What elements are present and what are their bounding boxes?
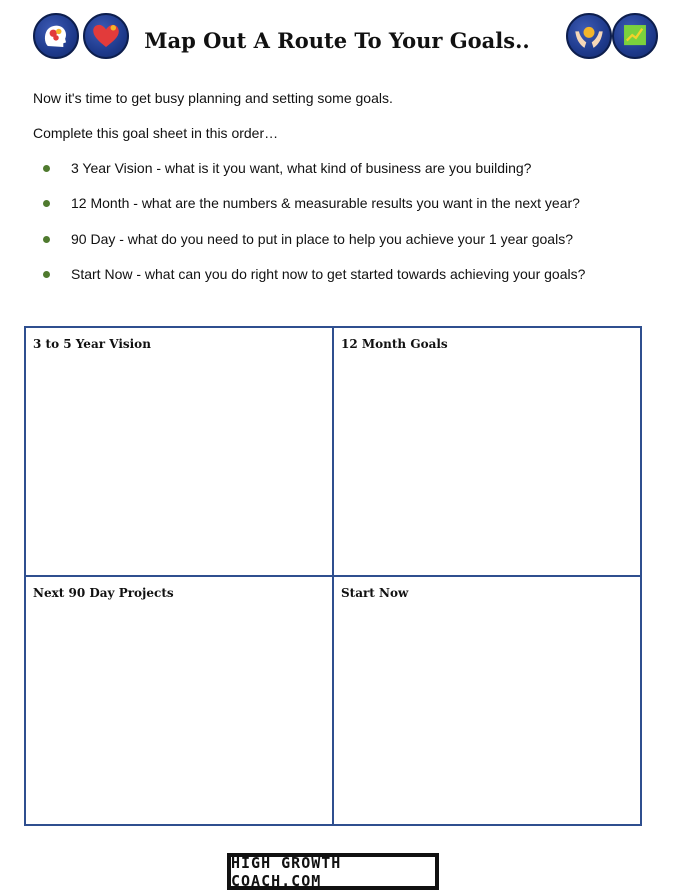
page-title: Map Out A Route To Your Goals.. xyxy=(144,28,530,53)
goal-grid xyxy=(24,326,642,826)
list-item xyxy=(40,158,585,193)
bullet-icon xyxy=(43,200,50,207)
start-now-box[interactable] xyxy=(334,577,642,826)
footer-logo xyxy=(227,853,439,890)
list-item xyxy=(40,193,585,228)
logo-text: HIGH GROWTH COACH.COM xyxy=(231,853,342,890)
vision-label: 3 to 5 Year Vision xyxy=(33,337,151,351)
ninety-day-box[interactable] xyxy=(26,577,334,826)
hands-coin-icon xyxy=(566,13,612,59)
steps-list xyxy=(40,158,585,299)
step-text: 12 Month - what are the numbers & measurable results you want in the next year? xyxy=(71,195,580,212)
start-now-label: Start Now xyxy=(341,586,409,600)
bullet-icon xyxy=(43,236,50,243)
vision-box[interactable] xyxy=(26,328,334,577)
month-goals-box[interactable] xyxy=(334,328,642,577)
bullet-icon xyxy=(43,165,50,172)
list-item xyxy=(40,229,585,264)
step-text: 90 Day - what do you need to put in place to help you achieve your 1 year goals? xyxy=(71,230,573,247)
month-goals-label: 12 Month Goals xyxy=(341,337,448,351)
step-text: 3 Year Vision - what is it you want, what kind of business are you building? xyxy=(71,160,532,176)
instruction-text: Complete this goal sheet in this order… xyxy=(33,125,279,141)
growth-chart-icon xyxy=(612,13,658,59)
step-text: Start Now - what can you do right now to get started towards achieving your goals? xyxy=(71,265,586,282)
list-item xyxy=(40,264,585,299)
ninety-day-label: Next 90 Day Projects xyxy=(33,586,174,600)
page-header xyxy=(0,0,674,80)
bullet-icon xyxy=(43,271,50,278)
intro-text: Now it's time to get busy planning and setting some goals. xyxy=(33,90,393,106)
